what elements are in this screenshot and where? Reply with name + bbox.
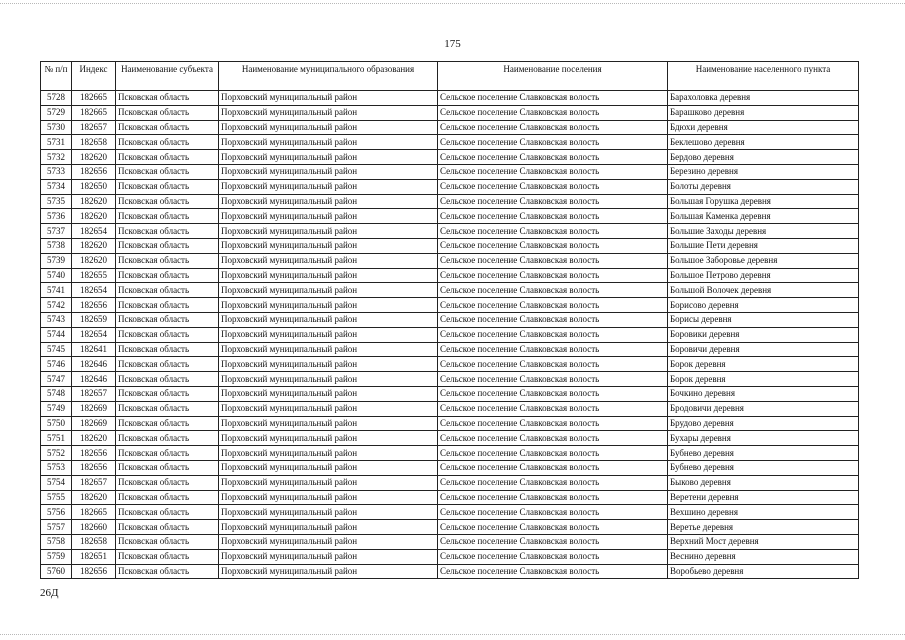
cell-locality: Бубнево деревня bbox=[668, 460, 859, 475]
table-row bbox=[41, 534, 859, 549]
cell-subject: Псковская область bbox=[116, 283, 219, 298]
cell-index: 182658 bbox=[72, 534, 116, 549]
cell-settlement: Сельское поселение Славковская волость bbox=[438, 460, 668, 475]
cell-index: 182660 bbox=[72, 520, 116, 535]
cell-settlement: Сельское поселение Славковская волость bbox=[438, 91, 668, 106]
cell-settlement: Сельское поселение Славковская волость bbox=[438, 253, 668, 268]
table-body bbox=[41, 91, 859, 579]
cell-index: 182620 bbox=[72, 490, 116, 505]
cell-subject: Псковская область bbox=[116, 460, 219, 475]
cell-subject: Псковская область bbox=[116, 520, 219, 535]
cell-settlement: Сельское поселение Славковская волость bbox=[438, 386, 668, 401]
cell-settlement: Сельское поселение Славковская волость bbox=[438, 105, 668, 120]
cell-locality: Борисово деревня bbox=[668, 298, 859, 313]
cell-locality: Боровичи деревня bbox=[668, 342, 859, 357]
table-row bbox=[41, 490, 859, 505]
cell-municipality: Порховский муниципальный район bbox=[219, 401, 438, 416]
cell-locality: Барахоловка деревня bbox=[668, 91, 859, 106]
table-row bbox=[41, 209, 859, 224]
cell-num: 5760 bbox=[41, 564, 72, 579]
table-row bbox=[41, 475, 859, 490]
cell-index: 182646 bbox=[72, 357, 116, 372]
cell-municipality: Порховский муниципальный район bbox=[219, 238, 438, 253]
cell-subject: Псковская область bbox=[116, 164, 219, 179]
cell-num: 5734 bbox=[41, 179, 72, 194]
cell-num: 5739 bbox=[41, 253, 72, 268]
cell-locality: Беклешово деревня bbox=[668, 135, 859, 150]
table-row bbox=[41, 238, 859, 253]
cell-municipality: Порховский муниципальный район bbox=[219, 224, 438, 239]
cell-municipality: Порховский муниципальный район bbox=[219, 135, 438, 150]
cell-locality: Веретени деревня bbox=[668, 490, 859, 505]
table-row bbox=[41, 342, 859, 357]
cell-municipality: Порховский муниципальный район bbox=[219, 298, 438, 313]
cell-subject: Псковская область bbox=[116, 194, 219, 209]
page-number: 175 bbox=[444, 38, 461, 50]
cell-locality: Боровики деревня bbox=[668, 327, 859, 342]
cell-subject: Псковская область bbox=[116, 179, 219, 194]
cell-locality: Болоты деревня bbox=[668, 179, 859, 194]
cell-municipality: Порховский муниципальный район bbox=[219, 283, 438, 298]
cell-municipality: Порховский муниципальный район bbox=[219, 549, 438, 564]
cell-settlement: Сельское поселение Славковская волость bbox=[438, 475, 668, 490]
cell-num: 5728 bbox=[41, 91, 72, 106]
table-row bbox=[41, 549, 859, 564]
cell-index: 182620 bbox=[72, 253, 116, 268]
cell-subject: Псковская область bbox=[116, 135, 219, 150]
cell-settlement: Сельское поселение Славковская волость bbox=[438, 327, 668, 342]
cell-settlement: Сельское поселение Славковская волость bbox=[438, 312, 668, 327]
cell-locality: Большое Петрово деревня bbox=[668, 268, 859, 283]
cell-settlement: Сельское поселение Славковская волость bbox=[438, 268, 668, 283]
table-row bbox=[41, 135, 859, 150]
table-row bbox=[41, 120, 859, 135]
cell-locality: Борисы деревня bbox=[668, 312, 859, 327]
cell-subject: Псковская область bbox=[116, 564, 219, 579]
table-row bbox=[41, 150, 859, 165]
cell-subject: Псковская область bbox=[116, 475, 219, 490]
cell-subject: Псковская область bbox=[116, 416, 219, 431]
cell-settlement: Сельское поселение Славковская волость bbox=[438, 490, 668, 505]
cell-index: 182657 bbox=[72, 475, 116, 490]
cell-index: 182654 bbox=[72, 224, 116, 239]
cell-num: 5750 bbox=[41, 416, 72, 431]
cell-index: 182656 bbox=[72, 298, 116, 313]
scan-edge-bottom bbox=[0, 634, 905, 639]
cell-locality: Березино деревня bbox=[668, 164, 859, 179]
cell-locality: Быково деревня bbox=[668, 475, 859, 490]
header-municipality: Наименование муниципального образования bbox=[219, 62, 438, 91]
cell-locality: Верхний Мост деревня bbox=[668, 534, 859, 549]
cell-settlement: Сельское поселение Славковская волость bbox=[438, 164, 668, 179]
cell-settlement: Сельское поселение Славковская волость bbox=[438, 446, 668, 461]
cell-num: 5749 bbox=[41, 401, 72, 416]
cell-subject: Псковская область bbox=[116, 253, 219, 268]
cell-index: 182656 bbox=[72, 564, 116, 579]
cell-subject: Псковская область bbox=[116, 120, 219, 135]
cell-municipality: Порховский муниципальный район bbox=[219, 342, 438, 357]
cell-subject: Псковская область bbox=[116, 105, 219, 120]
table-row bbox=[41, 446, 859, 461]
cell-num: 5740 bbox=[41, 268, 72, 283]
scan-edge-top bbox=[0, 0, 905, 4]
cell-subject: Псковская область bbox=[116, 386, 219, 401]
table-row bbox=[41, 327, 859, 342]
cell-municipality: Порховский муниципальный район bbox=[219, 386, 438, 401]
cell-municipality: Порховский муниципальный район bbox=[219, 327, 438, 342]
cell-num: 5747 bbox=[41, 372, 72, 387]
registry-table bbox=[40, 61, 859, 579]
cell-locality: Барашково деревня bbox=[668, 105, 859, 120]
cell-municipality: Порховский муниципальный район bbox=[219, 91, 438, 106]
cell-municipality: Порховский муниципальный район bbox=[219, 475, 438, 490]
cell-subject: Псковская область bbox=[116, 342, 219, 357]
cell-municipality: Порховский муниципальный район bbox=[219, 105, 438, 120]
cell-municipality: Порховский муниципальный район bbox=[219, 268, 438, 283]
cell-locality: Веретье деревня bbox=[668, 520, 859, 535]
cell-municipality: Порховский муниципальный район bbox=[219, 446, 438, 461]
cell-num: 5757 bbox=[41, 520, 72, 535]
table-row bbox=[41, 105, 859, 120]
cell-municipality: Порховский муниципальный район bbox=[219, 253, 438, 268]
cell-locality: Большая Каменка деревня bbox=[668, 209, 859, 224]
cell-settlement: Сельское поселение Славковская волость bbox=[438, 416, 668, 431]
cell-municipality: Порховский муниципальный район bbox=[219, 534, 438, 549]
cell-num: 5729 bbox=[41, 105, 72, 120]
table-row bbox=[41, 357, 859, 372]
cell-index: 182669 bbox=[72, 401, 116, 416]
cell-municipality: Порховский муниципальный район bbox=[219, 312, 438, 327]
cell-locality: Большая Горушка деревня bbox=[668, 194, 859, 209]
table-row bbox=[41, 505, 859, 520]
table-row bbox=[41, 283, 859, 298]
cell-subject: Псковская область bbox=[116, 150, 219, 165]
cell-num: 5755 bbox=[41, 490, 72, 505]
cell-index: 182620 bbox=[72, 431, 116, 446]
cell-num: 5730 bbox=[41, 120, 72, 135]
cell-subject: Псковская область bbox=[116, 401, 219, 416]
cell-settlement: Сельское поселение Славковская волость bbox=[438, 372, 668, 387]
cell-settlement: Сельское поселение Славковская волость bbox=[438, 342, 668, 357]
header-settlement: Наименование поселения bbox=[438, 62, 668, 91]
cell-settlement: Сельское поселение Славковская волость bbox=[438, 357, 668, 372]
table-row bbox=[41, 268, 859, 283]
table-row bbox=[41, 431, 859, 446]
cell-settlement: Сельское поселение Славковская волость bbox=[438, 179, 668, 194]
cell-settlement: Сельское поселение Славковская волость bbox=[438, 520, 668, 535]
cell-municipality: Порховский муниципальный район bbox=[219, 179, 438, 194]
cell-municipality: Порховский муниципальный район bbox=[219, 120, 438, 135]
cell-num: 5759 bbox=[41, 549, 72, 564]
cell-municipality: Порховский муниципальный район bbox=[219, 150, 438, 165]
cell-index: 182654 bbox=[72, 283, 116, 298]
cell-locality: Веснино деревня bbox=[668, 549, 859, 564]
cell-num: 5754 bbox=[41, 475, 72, 490]
cell-settlement: Сельское поселение Славковская волость bbox=[438, 431, 668, 446]
table-header bbox=[41, 62, 859, 91]
cell-index: 182655 bbox=[72, 268, 116, 283]
cell-num: 5733 bbox=[41, 164, 72, 179]
cell-subject: Псковская область bbox=[116, 372, 219, 387]
cell-settlement: Сельское поселение Славковская волость bbox=[438, 298, 668, 313]
cell-locality: Большие Пети деревня bbox=[668, 238, 859, 253]
cell-index: 182657 bbox=[72, 386, 116, 401]
cell-locality: Большие Заходы деревня bbox=[668, 224, 859, 239]
cell-locality: Бердово деревня bbox=[668, 150, 859, 165]
cell-num: 5748 bbox=[41, 386, 72, 401]
cell-index: 182665 bbox=[72, 505, 116, 520]
cell-subject: Псковская область bbox=[116, 431, 219, 446]
cell-subject: Псковская область bbox=[116, 209, 219, 224]
cell-index: 182665 bbox=[72, 105, 116, 120]
cell-locality: Борок деревня bbox=[668, 372, 859, 387]
cell-municipality: Порховский муниципальный район bbox=[219, 372, 438, 387]
table-row bbox=[41, 564, 859, 579]
cell-settlement: Сельское поселение Славковская волость bbox=[438, 238, 668, 253]
cell-locality: Борок деревня bbox=[668, 357, 859, 372]
cell-subject: Псковская область bbox=[116, 357, 219, 372]
cell-locality: Брудово деревня bbox=[668, 416, 859, 431]
table-row bbox=[41, 194, 859, 209]
cell-num: 5732 bbox=[41, 150, 72, 165]
cell-index: 182658 bbox=[72, 135, 116, 150]
table-row bbox=[41, 520, 859, 535]
cell-municipality: Порховский муниципальный район bbox=[219, 194, 438, 209]
cell-subject: Псковская область bbox=[116, 490, 219, 505]
cell-locality: Воробьево деревня bbox=[668, 564, 859, 579]
cell-locality: Бубнево деревня bbox=[668, 446, 859, 461]
cell-num: 5743 bbox=[41, 312, 72, 327]
cell-municipality: Порховский муниципальный район bbox=[219, 431, 438, 446]
cell-index: 182651 bbox=[72, 549, 116, 564]
header-num: № п/п bbox=[41, 62, 72, 91]
cell-index: 182620 bbox=[72, 209, 116, 224]
cell-settlement: Сельское поселение Славковская волость bbox=[438, 135, 668, 150]
cell-settlement: Сельское поселение Славковская волость bbox=[438, 150, 668, 165]
cell-num: 5744 bbox=[41, 327, 72, 342]
cell-settlement: Сельское поселение Славковская волость bbox=[438, 534, 668, 549]
cell-locality: Бочкино деревня bbox=[668, 386, 859, 401]
cell-index: 182656 bbox=[72, 460, 116, 475]
cell-num: 5742 bbox=[41, 298, 72, 313]
cell-index: 182620 bbox=[72, 194, 116, 209]
cell-municipality: Порховский муниципальный район bbox=[219, 490, 438, 505]
cell-num: 5752 bbox=[41, 446, 72, 461]
header-locality: Наименование населенного пункта bbox=[668, 62, 859, 91]
cell-locality: Большое Заборовье деревня bbox=[668, 253, 859, 268]
cell-municipality: Порховский муниципальный район bbox=[219, 357, 438, 372]
cell-subject: Псковская область bbox=[116, 298, 219, 313]
table-row bbox=[41, 416, 859, 431]
cell-index: 182657 bbox=[72, 120, 116, 135]
cell-num: 5731 bbox=[41, 135, 72, 150]
cell-settlement: Сельское поселение Славковская волость bbox=[438, 549, 668, 564]
table-row bbox=[41, 179, 859, 194]
cell-municipality: Порховский муниципальный район bbox=[219, 164, 438, 179]
cell-settlement: Сельское поселение Славковская волость bbox=[438, 209, 668, 224]
cell-settlement: Сельское поселение Славковская волость bbox=[438, 401, 668, 416]
cell-settlement: Сельское поселение Славковская волость bbox=[438, 224, 668, 239]
cell-index: 182654 bbox=[72, 327, 116, 342]
cell-num: 5736 bbox=[41, 209, 72, 224]
table-row bbox=[41, 91, 859, 106]
cell-num: 5746 bbox=[41, 357, 72, 372]
table-row bbox=[41, 164, 859, 179]
cell-subject: Псковская область bbox=[116, 534, 219, 549]
table-row bbox=[41, 372, 859, 387]
cell-settlement: Сельское поселение Славковская волость bbox=[438, 564, 668, 579]
cell-num: 5758 bbox=[41, 534, 72, 549]
cell-num: 5751 bbox=[41, 431, 72, 446]
cell-subject: Псковская область bbox=[116, 312, 219, 327]
table-row bbox=[41, 386, 859, 401]
cell-index: 182659 bbox=[72, 312, 116, 327]
cell-num: 5737 bbox=[41, 224, 72, 239]
cell-municipality: Порховский муниципальный район bbox=[219, 505, 438, 520]
cell-locality: Бдюхи деревня bbox=[668, 120, 859, 135]
cell-locality: Большой Волочек деревня bbox=[668, 283, 859, 298]
cell-num: 5738 bbox=[41, 238, 72, 253]
cell-locality: Бухары деревня bbox=[668, 431, 859, 446]
table-row bbox=[41, 224, 859, 239]
cell-subject: Псковская область bbox=[116, 268, 219, 283]
cell-subject: Псковская область bbox=[116, 327, 219, 342]
cell-subject: Псковская область bbox=[116, 238, 219, 253]
cell-index: 182656 bbox=[72, 164, 116, 179]
cell-index: 182650 bbox=[72, 179, 116, 194]
cell-num: 5753 bbox=[41, 460, 72, 475]
cell-index: 182665 bbox=[72, 91, 116, 106]
cell-locality: Вехшино деревня bbox=[668, 505, 859, 520]
cell-subject: Псковская область bbox=[116, 224, 219, 239]
header-row bbox=[41, 62, 859, 91]
cell-subject: Псковская область bbox=[116, 91, 219, 106]
cell-index: 182620 bbox=[72, 238, 116, 253]
cell-num: 5735 bbox=[41, 194, 72, 209]
cell-num: 5741 bbox=[41, 283, 72, 298]
cell-municipality: Порховский муниципальный район bbox=[219, 564, 438, 579]
cell-settlement: Сельское поселение Славковская волость bbox=[438, 283, 668, 298]
cell-index: 182656 bbox=[72, 446, 116, 461]
table-row bbox=[41, 298, 859, 313]
cell-index: 182669 bbox=[72, 416, 116, 431]
header-subject: Наименование субъекта bbox=[116, 62, 219, 91]
cell-num: 5756 bbox=[41, 505, 72, 520]
cell-subject: Псковская область bbox=[116, 505, 219, 520]
footer-mark: 26Д bbox=[40, 587, 59, 599]
cell-index: 182620 bbox=[72, 150, 116, 165]
cell-index: 182641 bbox=[72, 342, 116, 357]
cell-municipality: Порховский муниципальный район bbox=[219, 416, 438, 431]
header-index: Индекс bbox=[72, 62, 116, 91]
cell-index: 182646 bbox=[72, 372, 116, 387]
cell-num: 5745 bbox=[41, 342, 72, 357]
cell-settlement: Сельское поселение Славковская волость bbox=[438, 120, 668, 135]
cell-municipality: Порховский муниципальный район bbox=[219, 460, 438, 475]
cell-settlement: Сельское поселение Славковская волость bbox=[438, 505, 668, 520]
cell-municipality: Порховский муниципальный район bbox=[219, 520, 438, 535]
cell-subject: Псковская область bbox=[116, 549, 219, 564]
cell-locality: Бродовичи деревня bbox=[668, 401, 859, 416]
cell-settlement: Сельское поселение Славковская волость bbox=[438, 194, 668, 209]
cell-municipality: Порховский муниципальный район bbox=[219, 209, 438, 224]
table-row bbox=[41, 312, 859, 327]
table-row bbox=[41, 401, 859, 416]
table-row bbox=[41, 253, 859, 268]
cell-subject: Псковская область bbox=[116, 446, 219, 461]
table-row bbox=[41, 460, 859, 475]
